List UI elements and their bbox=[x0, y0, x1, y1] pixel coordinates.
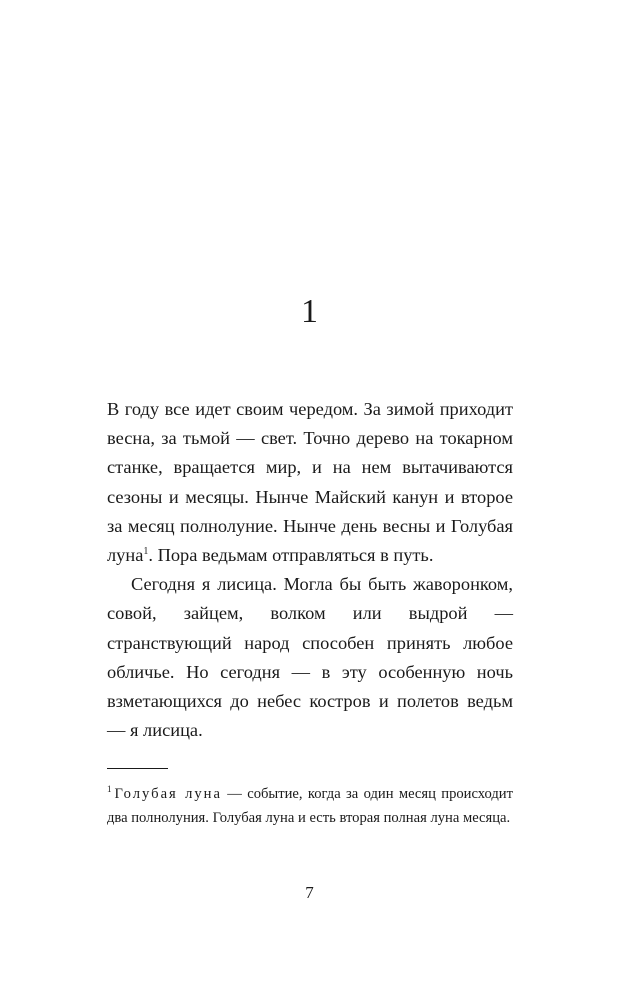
paragraph-1-text: В году все идет своим чередом. За зимой приходит весна, за тьмой — свет. Точно дерево на токарном станке, вращается мир, и на нем вытачиваются сезоны и месяцы. Нынче Майский канун и второе за месяц полнолуние. Нынче день весны и Голубая луна bbox=[107, 399, 513, 566]
chapter-number: 1 bbox=[301, 293, 318, 330]
main-text bbox=[107, 395, 513, 745]
footnote-text: — событие, когда за один месяц происходит два полнолуния. Голубая луна и есть вторая полная луна месяца. bbox=[107, 786, 513, 826]
footnote-divider bbox=[107, 768, 168, 769]
paragraph-2: Сегодня я лисица. Могла бы быть жаворонком, совой, зайцем, волком или выдрой — странствующий народ способен принять любое обличье. Но сегодня — в эту особенную ночь взметающихся до небес костров и полетов ведьм — я лисица. bbox=[107, 574, 513, 741]
paragraph-1 bbox=[107, 395, 513, 570]
footnote-reference: 1 bbox=[143, 545, 149, 557]
footnote-mark: 1 bbox=[107, 784, 112, 795]
paragraph-1-text-end: . Пора ведьмам отправляться в путь. bbox=[148, 545, 434, 566]
footnote bbox=[107, 782, 513, 830]
footnote-term: Голубая луна bbox=[114, 786, 222, 802]
page-number: 7 bbox=[305, 883, 314, 902]
